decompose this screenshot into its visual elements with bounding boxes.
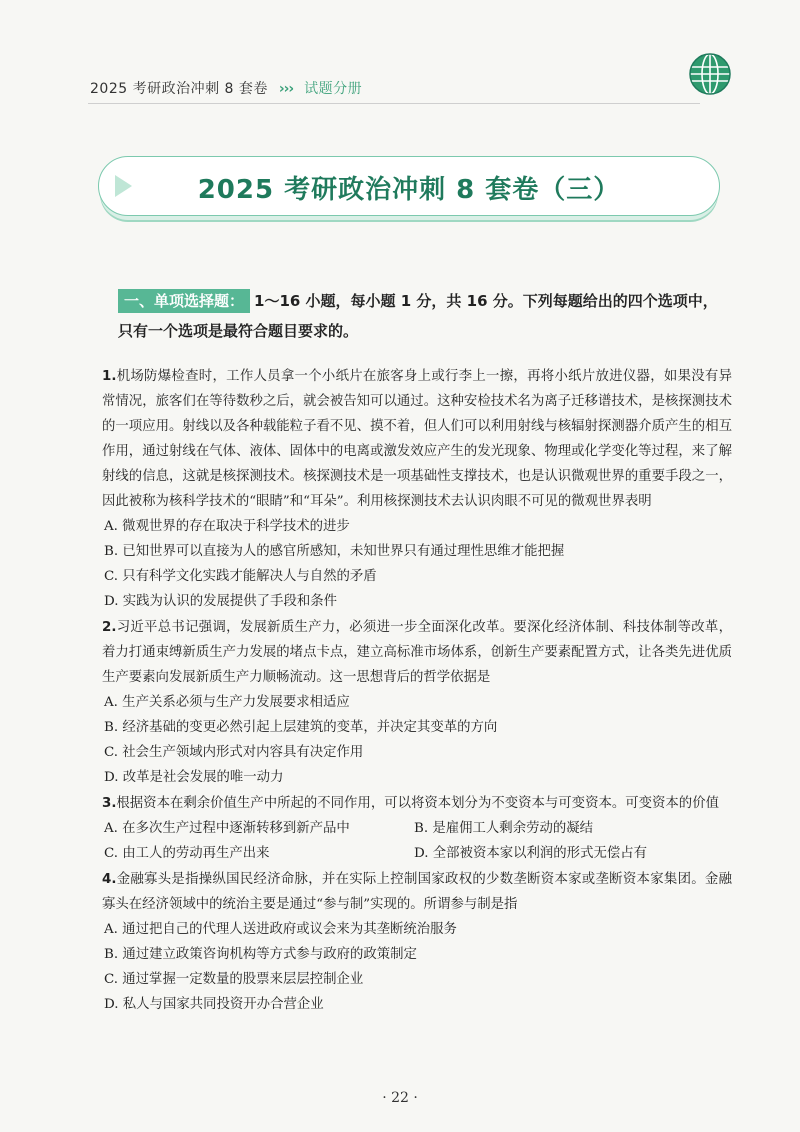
question-number: 2.: [102, 620, 117, 635]
question-number: 1.: [102, 369, 117, 384]
question-number: 3.: [102, 796, 117, 811]
option-c: C. 社会生产领域内形式对内容具有决定作用: [104, 745, 364, 760]
question-4: [102, 867, 732, 1017]
option-d: D. 全部被资本家以利润的形式无偿占有: [414, 846, 648, 861]
question-text: 机场防爆检查时，工作人员拿一个小纸片在旅客身上或行李上一擦，再将小纸片放进仪器，如果没有异常情况，旅客们在等待数秒之后，就会被告知可以通过。这种安检技术名为离子迁移谱技术，是核探测技术的一项应用。射线以及各种载能粒子看不见、摸不着，但人们可以利用射线与核辐射探测器介质产生的相互作用，通过射线在气体、液体、固体中的电离或激发效应产生的发光现象、物理或化学变化等过程，来了解射线的信息，这就是核探测技术。核探测技术是一项基础性支撑技术，也是认识微观世界的重要手段之一，因此被称为核科学技术的“眼睛”和“耳朵”。利用核探测技术去认识肉眼不可见的微观世界表明: [102, 369, 732, 509]
option-d: D. 私人与国家共同投资开办合营企业: [104, 997, 324, 1012]
question-text: 习近平总书记强调，发展新质生产力，必须进一步全面深化改革。要深化经济体制、科技体制等改革，着力打通束缚新质生产力发展的堵点卡点，建立高标准市场体系，创新生产要素配置方式，让各类先进优质生产要素向发展新质生产力顺畅流动。这一思想背后的哲学依据是: [102, 620, 732, 685]
option-a: A. 在多次生产过程中逐渐转移到新产品中: [104, 821, 350, 836]
section-heading: [118, 286, 728, 346]
page-number: · 22 ·: [382, 1090, 418, 1106]
question-text: 根据资本在剩余价值生产中所起的不同作用，可以将资本划分为不变资本与可变资本。可变资本的价值: [116, 796, 719, 811]
option-d: D. 改革是社会发展的唯一动力: [104, 770, 284, 785]
booklet-label: 试题分册: [304, 81, 363, 97]
paper-title-banner: [98, 156, 720, 216]
section-tag: 一、单项选择题：: [118, 289, 250, 313]
question-text: 金融寡头是指操纵国民经济命脉，并在实际上控制国家政权的少数垄断资本家或垄断资本家集团。金融寡头在经济领域中的统治主要是通过“参与制”实现的。所谓参与制是指: [102, 872, 732, 912]
option-a: A. 生产关系必须与生产力发展要求相适应: [104, 695, 350, 710]
option-a: A. 通过把自己的代理人送进政府或议会来为其垄断统治服务: [104, 922, 457, 937]
option-c: C. 只有科学文化实践才能解决人与自然的矛盾: [104, 569, 377, 584]
section-instruction: 1～16 小题，每小题 1 分，共 16 分。下列每题给出的四个选项中，只有一个选项是最符合题目要求的。: [118, 292, 718, 340]
paper-title: 2025 考研政治冲刺 8 套卷（三）: [197, 175, 621, 205]
question-list: [102, 364, 732, 1018]
globe-icon: [688, 52, 732, 96]
book-title: 2025 考研政治冲刺 8 套卷: [90, 81, 268, 97]
option-b: B. 通过建立政策咨询机构等方式参与政府的政策制定: [104, 947, 417, 962]
option-b: B. 经济基础的变更必然引起上层建筑的变革，并决定其变革的方向: [104, 720, 498, 735]
question-stem: [102, 615, 732, 690]
option-d: D. 实践为认识的发展提供了手段和条件: [104, 594, 338, 609]
option-b: B. 已知世界可以直接为人的感官所感知，未知世界只有通过理性思维才能把握: [104, 544, 565, 559]
question-2: [102, 615, 732, 790]
question-number: 4.: [102, 872, 117, 887]
question-1: [102, 364, 732, 614]
question-3: [102, 791, 732, 866]
header-divider: [88, 103, 700, 104]
option-c: C. 由工人的劳动再生产出来: [104, 846, 270, 861]
chevrons-icon: ›››: [278, 81, 294, 97]
question-stem: [102, 791, 732, 816]
running-header: [90, 78, 362, 98]
option-c: C. 通过掌握一定数量的股票来层层控制企业: [104, 972, 364, 987]
question-stem: [102, 364, 732, 514]
option-b: B. 是雇佣工人剩余劳动的凝结: [414, 821, 594, 836]
option-a: A. 微观世界的存在取决于科学技术的进步: [104, 519, 350, 534]
question-stem: [102, 867, 732, 917]
